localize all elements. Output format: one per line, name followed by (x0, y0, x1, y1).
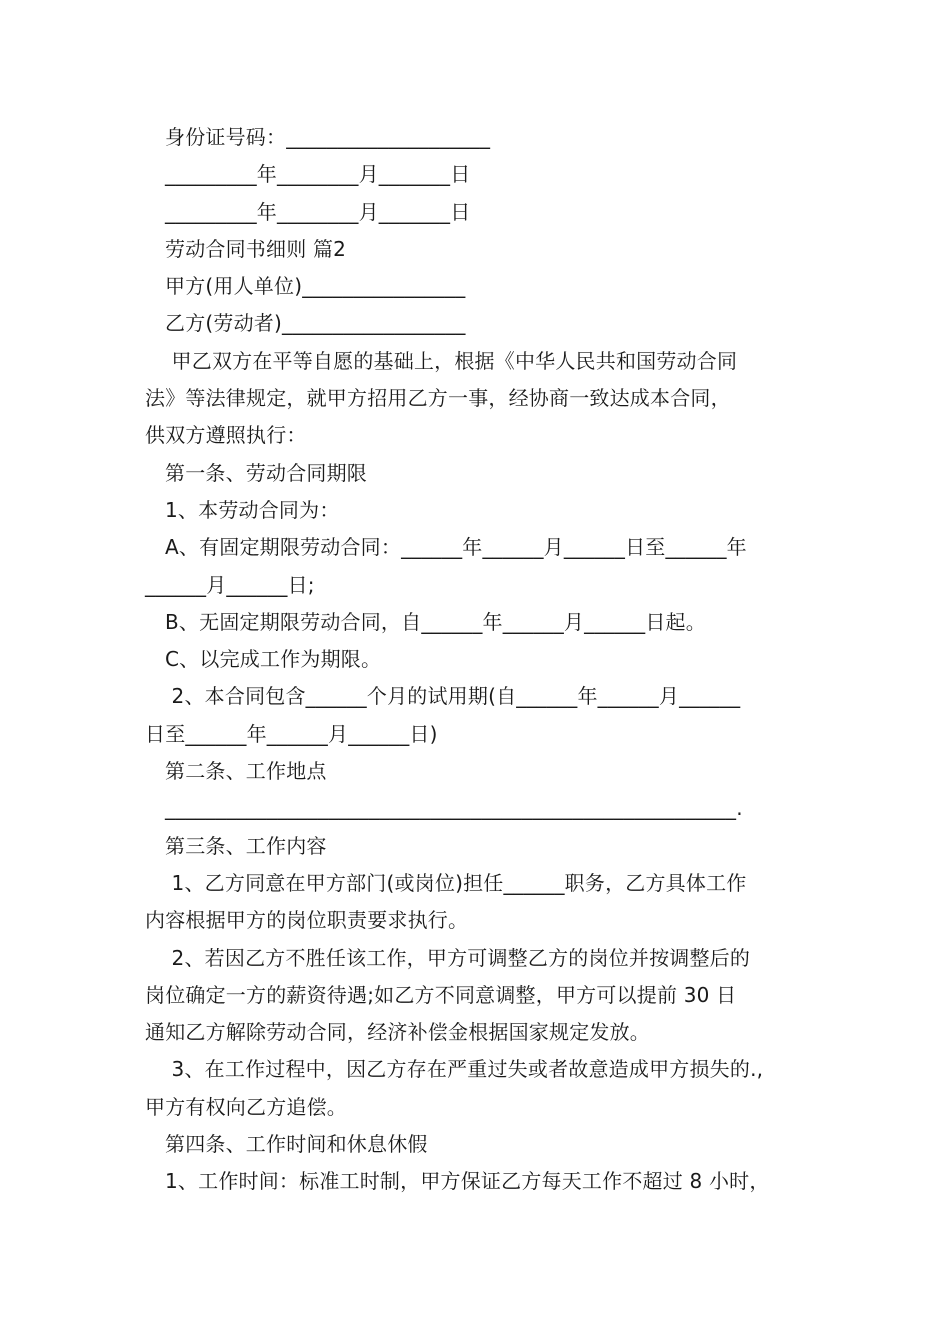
article-3-item-3-cont: 甲方有权向乙方追偿。 (145, 1094, 347, 1119)
article-1-item-a-cont: ______月______日; (145, 572, 315, 597)
document-body (145, 119, 825, 1201)
article-3-heading: 第三条、工作内容 (165, 833, 327, 858)
article-1-item-2-cont: 日至______年______月______日) (145, 721, 438, 746)
article-1-item-c: C、以完成工作为期限。 (165, 647, 382, 672)
preamble-line-2: 法》等法律规定，就甲方招用乙方一事，经协商一致达成本合同， (145, 386, 731, 411)
article-3-item-2: 2、若因乙方不胜任该工作，甲方可调整乙方的岗位并按调整后的 (165, 945, 751, 970)
preamble-line-1: 甲乙双方在平等自愿的基础上，根据《中华人民共和国劳动合同 (165, 348, 738, 373)
party-a-line: 甲方(用人单位)________________ (165, 274, 466, 299)
article-4-heading: 第四条、工作时间和休息休假 (165, 1132, 428, 1157)
article-3-item-2-cont-1: 岗位确定一方的薪资待遇;如乙方不同意调整，甲方可以提前 30 日 (145, 982, 737, 1007)
article-3-item-3: 3、在工作过程中，因乙方存在严重过失或者故意造成甲方损失的., (165, 1057, 764, 1082)
section-title: 劳动合同书细则 篇2 (165, 236, 347, 261)
id-number-line: 身份证号码：____________________ (165, 125, 491, 149)
party-b-line: 乙方(劳动者)__________________ (165, 311, 466, 336)
date-line-1: _________年________月_______日 (165, 162, 471, 187)
article-3-item-1-cont: 内容根据甲方的岗位职责要求执行。 (145, 908, 469, 933)
article-4-item-1: 1、工作时间：标准工时制，甲方保证乙方每天工作不超过 8 小时， (165, 1169, 770, 1194)
work-location-line: ________________________________________________________. (165, 796, 743, 821)
preamble-line-3: 供双方遵照执行： (145, 423, 307, 448)
article-1-item-2: 2、本合同包含______个月的试用期(自______年______月______ (165, 684, 741, 709)
article-1-item-1: 1、本劳动合同为： (165, 497, 340, 522)
article-1-heading: 第一条、劳动合同期限 (165, 460, 367, 485)
article-3-item-1: 1、乙方同意在甲方部门(或岗位)担任______职务，乙方具体工作 (165, 870, 747, 895)
article-3-item-2-cont-2: 通知乙方解除劳动合同，经济补偿金根据国家规定发放。 (145, 1020, 650, 1045)
article-1-item-a: A、有固定期限劳动合同：______年______月______日至______年 (165, 535, 747, 560)
article-1-item-b: B、无固定期限劳动合同，自______年______月______日起。 (165, 609, 706, 634)
date-line-2: _________年________月_______日 (165, 199, 471, 224)
article-2-heading: 第二条、工作地点 (165, 759, 327, 784)
